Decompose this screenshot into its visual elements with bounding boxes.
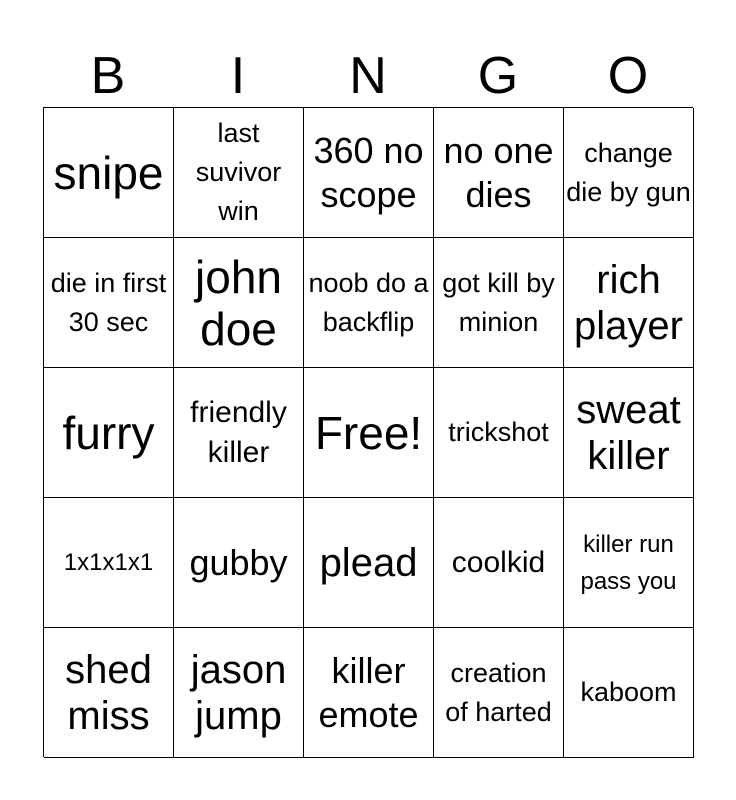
bingo-cell-g1[interactable] (434, 108, 564, 238)
header-letter-i: I (230, 47, 246, 105)
bingo-cell-o5[interactable] (564, 628, 694, 758)
bingo-cell-i4[interactable] (174, 498, 304, 628)
cell-text: 360 no scope (313, 129, 424, 215)
cell-text: jason jump (190, 647, 287, 738)
bingo-cell-g5[interactable] (434, 628, 564, 758)
bingo-cell-b1[interactable] (44, 108, 174, 238)
cell-text: shed miss (65, 647, 152, 738)
bingo-cell-n1[interactable] (304, 108, 434, 238)
cell-text: noob do a backflip (308, 267, 429, 337)
bingo-cell-n5[interactable] (304, 628, 434, 758)
cell-text: Free! (314, 406, 423, 459)
cell-text: gubby (189, 541, 288, 583)
bingo-cell-o2[interactable] (564, 238, 694, 368)
bingo-cell-g2[interactable] (434, 238, 564, 368)
bingo-header (43, 44, 693, 108)
bingo-cell-o4[interactable] (564, 498, 694, 628)
header-letter-n: N (349, 47, 387, 105)
cell-text: die in first 30 sec (50, 267, 167, 337)
cell-text: rich player (574, 257, 683, 348)
bingo-cell-b2[interactable] (44, 238, 174, 368)
bingo-cell-n4[interactable] (304, 498, 434, 628)
bingo-cell-i1[interactable] (174, 108, 304, 238)
cell-text: trickshot (448, 417, 549, 447)
cell-text: 1x1x1x1 (63, 549, 154, 576)
cell-text: kaboom (580, 677, 677, 707)
bingo-cell-n3[interactable] (304, 368, 434, 498)
bingo-card-grid (43, 107, 693, 757)
bingo-cell-g4[interactable] (434, 498, 564, 628)
bingo-cell-b3[interactable] (44, 368, 174, 498)
cell-text: got kill by minion (442, 267, 555, 337)
cell-text: creation of harted (445, 657, 552, 727)
cell-text: no one dies (443, 129, 554, 215)
cell-text: last suvivor win (195, 118, 282, 226)
cell-text: friendly killer (190, 395, 287, 469)
cell-text: killer emote (318, 649, 419, 735)
cell-text: furry (62, 406, 155, 459)
cell-text: killer run pass you (580, 530, 677, 595)
cell-text: sweat killer (576, 387, 681, 478)
cell-text: snipe (53, 146, 164, 199)
cell-text: john doe (195, 250, 282, 355)
header-letter-b: B (90, 47, 126, 105)
bingo-cell-b4[interactable] (44, 498, 174, 628)
bingo-cell-g3[interactable] (434, 368, 564, 498)
bingo-cell-n2[interactable] (304, 238, 434, 368)
header-letter-o: O (607, 47, 649, 105)
cell-text: plead (319, 540, 418, 585)
cell-text: change die by gun (566, 137, 691, 207)
bingo-cell-b5[interactable] (44, 628, 174, 758)
bingo-cell-i3[interactable] (174, 368, 304, 498)
bingo-cell-o3[interactable] (564, 368, 694, 498)
bingo-cell-i2[interactable] (174, 238, 304, 368)
bingo-cell-i5[interactable] (174, 628, 304, 758)
bingo-cell-o1[interactable] (564, 108, 694, 238)
cell-text: coolkid (451, 545, 546, 579)
header-letter-g: G (477, 47, 519, 105)
